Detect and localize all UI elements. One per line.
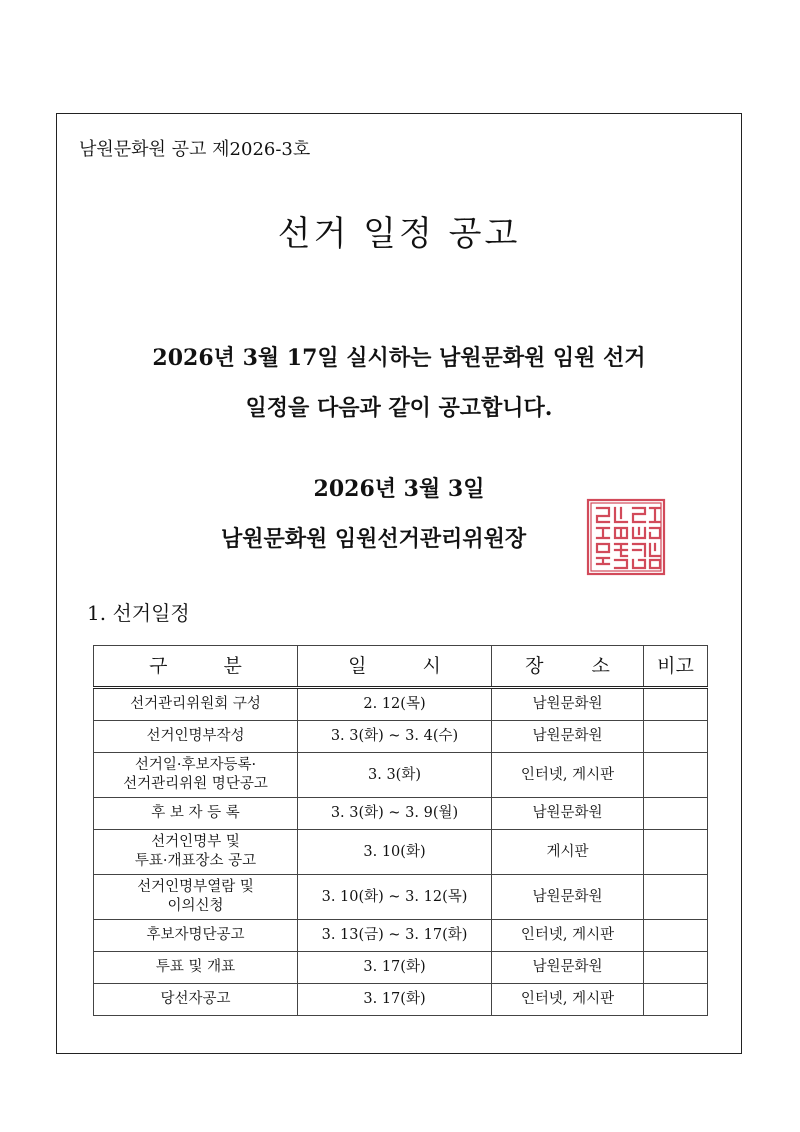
schedule-item-name-line: 선거일·후보자등록· [134, 757, 257, 773]
schedule-item-name [94, 920, 298, 952]
table-row [94, 721, 708, 753]
schedule-item-name [94, 875, 298, 920]
notice-frame [56, 113, 742, 1054]
schedule-item-note [644, 753, 708, 798]
schedule-table-body [94, 688, 708, 1016]
schedule-item-note [644, 830, 708, 875]
schedule-item-note [644, 920, 708, 952]
schedule-item-name [94, 984, 298, 1016]
schedule-item-date: 3. 17(화) [298, 952, 492, 984]
schedule-item-name-line: 선거인명부작성 [146, 728, 245, 744]
schedule-item-name-line: 투표 및 개표 [155, 959, 236, 975]
schedule-item-date: 3. 3(화) ~ 3. 4(수) [298, 721, 492, 753]
schedule-item-name-line: 후 보 자 등 록 [151, 805, 240, 821]
header-place: 장 소 [492, 646, 644, 688]
schedule-item-name [94, 753, 298, 798]
schedule-item-name [94, 721, 298, 753]
schedule-item-date: 3. 3(화) [298, 753, 492, 798]
table-row [94, 952, 708, 984]
schedule-item-date: 3. 10(화) [298, 830, 492, 875]
table-header-row [94, 646, 708, 688]
notice-body-line-2: 일정을 다음과 같이 공고합니다. [245, 395, 553, 421]
schedule-item-note [644, 952, 708, 984]
schedule-item-place: 인터넷, 게시판 [492, 920, 644, 952]
schedule-item-name-line: 당선자공고 [160, 991, 231, 1007]
schedule-item-place: 인터넷, 게시판 [492, 753, 644, 798]
header-note: 비고 [644, 646, 708, 688]
schedule-item-place: 남원문화원 [492, 875, 644, 920]
schedule-item-name-line: 이의신청 [167, 898, 224, 914]
official-seal-stamp [586, 498, 666, 576]
schedule-item-name-line: 선거관리위원회 구성 [130, 696, 261, 712]
schedule-item-place: 남원문화원 [492, 721, 644, 753]
header-datetime: 일 시 [298, 646, 492, 688]
schedule-item-date: 3. 17(화) [298, 984, 492, 1016]
table-row [94, 830, 708, 875]
schedule-item-date: 3. 13(금) ~ 3. 17(화) [298, 920, 492, 952]
notice-body-line-1: 2026년 3월 17일 실시하는 남원문화원 임원 선거 [152, 345, 646, 371]
schedule-item-place: 인터넷, 게시판 [492, 984, 644, 1016]
notice-number: 남원문화원 공고 제2026-3호 [79, 139, 311, 160]
schedule-item-place: 게시판 [492, 830, 644, 875]
schedule-item-name-line: 후보자명단공고 [146, 927, 245, 943]
schedule-item-name-line: 선거관리위원 명단공고 [123, 776, 268, 792]
section-heading-schedule: 1. 선거일정 [87, 601, 190, 625]
schedule-item-name [94, 952, 298, 984]
table-row [94, 688, 708, 721]
schedule-item-place: 남원문화원 [492, 952, 644, 984]
schedule-item-date: 3. 3(화) ~ 3. 9(월) [298, 798, 492, 830]
schedule-item-note [644, 688, 708, 721]
schedule-item-name-line: 투표·개표장소 공고 [134, 853, 257, 869]
signer-name: 남원문화원 임원선거관리위원장 [221, 526, 527, 552]
schedule-item-date: 3. 10(화) ~ 3. 12(목) [298, 875, 492, 920]
schedule-item-name [94, 688, 298, 721]
schedule-item-note [644, 875, 708, 920]
schedule-item-note [644, 984, 708, 1016]
schedule-item-date: 2. 12(목) [298, 688, 492, 721]
schedule-item-name [94, 798, 298, 830]
notice-date: 2026년 3월 3일 [313, 476, 485, 502]
document-title: 선거 일정 공고 [277, 214, 521, 254]
schedule-item-name [94, 830, 298, 875]
header-category: 구 분 [94, 646, 298, 688]
schedule-item-name-line: 선거인명부 및 [151, 834, 240, 850]
table-row [94, 753, 708, 798]
table-row [94, 984, 708, 1016]
election-schedule-table [93, 645, 708, 1016]
schedule-item-note [644, 721, 708, 753]
schedule-item-name-line: 선거인명부열람 및 [137, 879, 254, 895]
table-row [94, 798, 708, 830]
schedule-item-place: 남원문화원 [492, 798, 644, 830]
schedule-item-note [644, 798, 708, 830]
table-row [94, 875, 708, 920]
table-row [94, 920, 708, 952]
schedule-item-place: 남원문화원 [492, 688, 644, 721]
